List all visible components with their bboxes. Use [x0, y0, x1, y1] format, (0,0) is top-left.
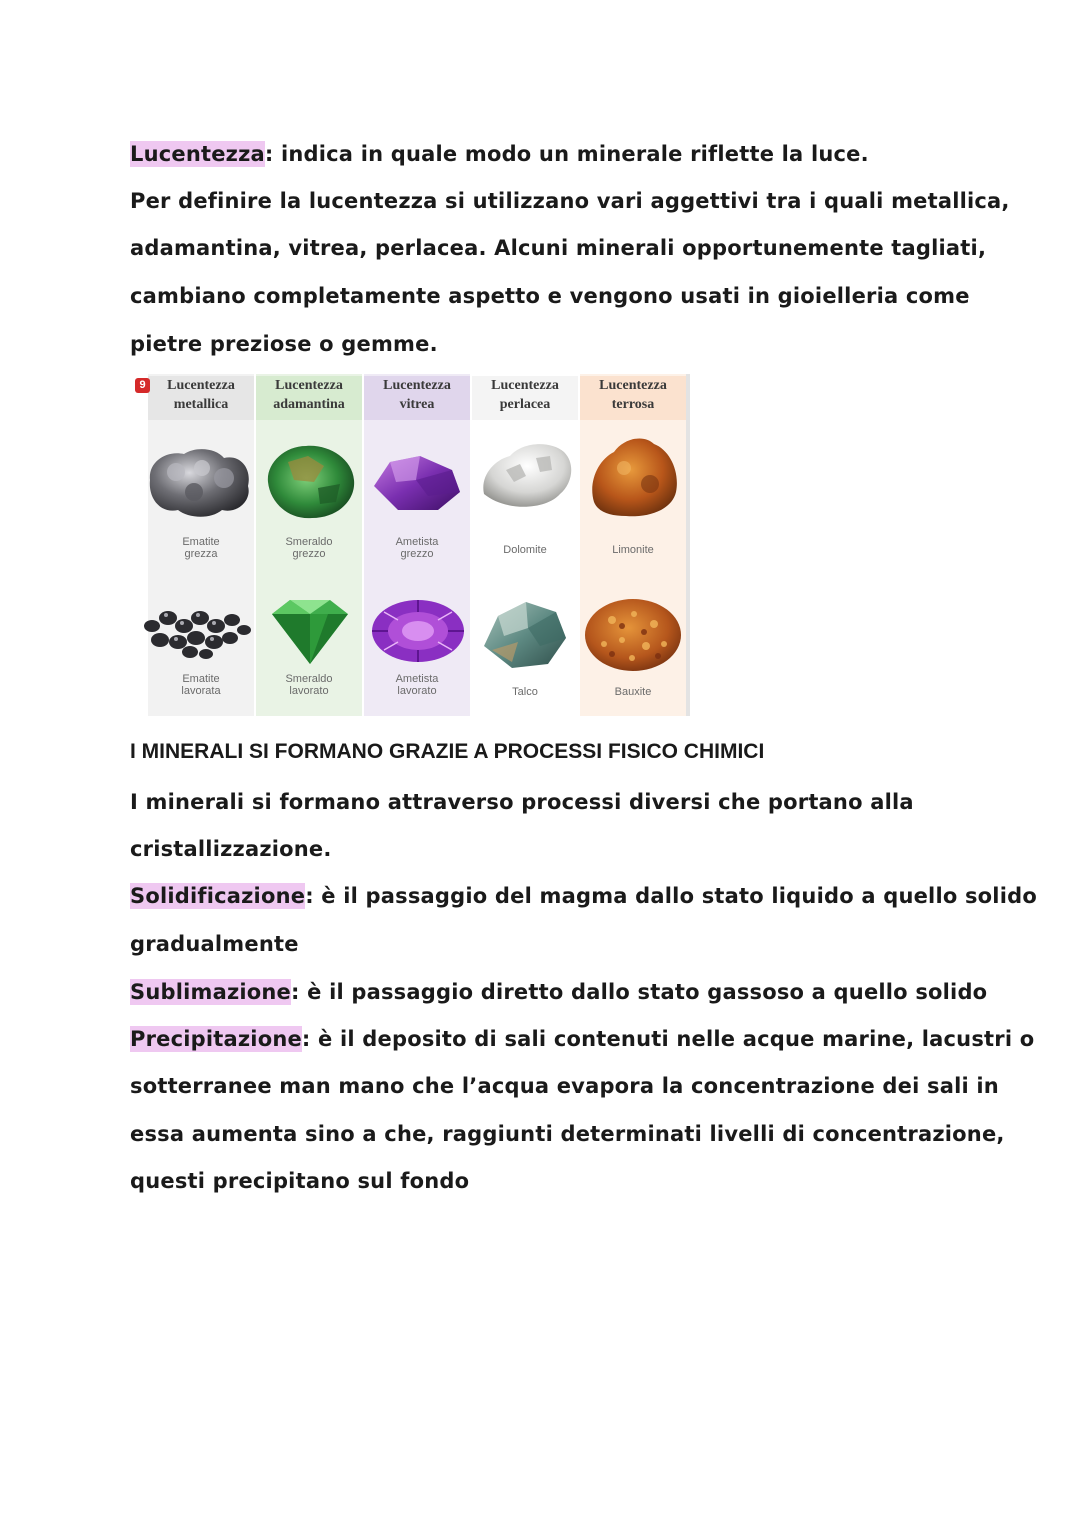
- amethyst-raw-image: [368, 452, 464, 514]
- solidificazione-definition: [130, 882, 1037, 910]
- paragraph-line: I minerali si formano attraverso processi diversi che portano alla: [130, 790, 914, 814]
- caption-line: Smeraldo: [285, 536, 333, 548]
- column-vitrea: [364, 374, 470, 716]
- limonite-image: [584, 432, 684, 520]
- figure-edge: [686, 374, 690, 716]
- caption-line: grezzo: [400, 548, 434, 560]
- lustre-figure: [130, 374, 690, 716]
- caption: [148, 673, 254, 697]
- term-solidificazione: Solidificazione: [130, 884, 306, 908]
- caption: [364, 536, 470, 560]
- caption-line: Ematite: [182, 536, 220, 548]
- column-title: Lucentezza: [599, 378, 667, 393]
- column-header: [256, 376, 362, 420]
- caption-line: grezza: [184, 548, 218, 560]
- caption-line: Ametista: [395, 673, 439, 685]
- column-metallica: [148, 374, 254, 716]
- amethyst-cut-image: [370, 598, 466, 664]
- section-heading: I MINERALI SI FORMANO GRAZIE A PROCESSI FISICO CHIMICI: [130, 740, 765, 763]
- caption-line: Smeraldo: [285, 673, 333, 685]
- emerald-cut-image: [268, 596, 352, 668]
- paragraph-line: pietre preziose o gemme.: [130, 332, 438, 356]
- paragraph-line: Per definire la lucentezza si utilizzano vari aggettivi tra i quali metallica,: [130, 189, 1010, 213]
- column-header: [472, 376, 578, 420]
- definition-text: : è il passaggio diretto dallo stato gassoso a quello solido: [291, 980, 988, 1004]
- caption-line: Dolomite: [503, 544, 547, 556]
- caption: [148, 536, 254, 560]
- caption: [580, 686, 686, 698]
- talc-image: [478, 598, 570, 672]
- column-adamantina: [256, 374, 362, 716]
- column-header: [580, 376, 686, 420]
- column-header: [148, 376, 254, 420]
- caption-line: Limonite: [612, 544, 654, 556]
- caption: [256, 673, 362, 697]
- column-title: Lucentezza: [383, 378, 451, 393]
- figure-number-badge: 9: [135, 378, 150, 393]
- paragraph-line: cristallizzazione.: [130, 837, 332, 861]
- caption: [472, 544, 578, 556]
- paragraph-line: sotterranee man mano che l’acqua evapora la concentrazione dei sali in: [130, 1074, 999, 1098]
- caption-line: Talco: [512, 686, 538, 698]
- hematite-worked-image: [134, 596, 258, 662]
- precipitazione-definition: [130, 1025, 1035, 1053]
- paragraph-line: essa aumenta sino a che, raggiunti determinati livelli di concentrazione,: [130, 1122, 1005, 1146]
- paragraph-line: questi precipitano sul fondo: [130, 1169, 470, 1193]
- lucentezza-definition: [130, 140, 960, 168]
- column-subtitle: adamantina: [273, 397, 345, 412]
- definition-text: : è il deposito di sali contenuti nelle acque marine, lacustri o: [301, 1027, 1035, 1051]
- caption-line: lavorata: [181, 685, 221, 697]
- caption: [256, 536, 362, 560]
- bauxite-image: [582, 596, 684, 674]
- paragraph-line: adamantina, vitrea, perlacea. Alcuni minerali opportunemente tagliati,: [130, 236, 987, 260]
- column-header: [364, 376, 470, 420]
- caption-line: Ematite: [182, 673, 220, 685]
- lucentezza-definition-text: : indica in quale modo un minerale riflette la luce.: [264, 142, 869, 166]
- dolomite-image: [476, 436, 576, 516]
- column-subtitle: terrosa: [611, 397, 655, 412]
- caption: [580, 544, 686, 556]
- caption-line: lavorato: [397, 685, 437, 697]
- sublimazione-definition: [130, 978, 988, 1006]
- column-title: Lucentezza: [275, 378, 343, 393]
- caption-line: Bauxite: [614, 686, 652, 698]
- caption-line: grezzo: [292, 548, 326, 560]
- paragraph-line: gradualmente: [130, 932, 299, 956]
- emerald-raw-image: [260, 436, 360, 524]
- column-terrosa: [580, 374, 686, 716]
- definition-text: : è il passaggio del magma dallo stato liquido a quello solido: [305, 884, 1037, 908]
- paragraph-line: cambiano completamente aspetto e vengono usati in gioielleria come: [130, 284, 970, 308]
- column-title: Lucentezza: [167, 378, 235, 393]
- caption: [472, 686, 578, 698]
- caption-line: lavorato: [289, 685, 329, 697]
- column-subtitle: metallica: [173, 397, 229, 412]
- column-subtitle: vitrea: [399, 397, 435, 412]
- caption: [364, 673, 470, 697]
- term-lucentezza: Lucentezza: [130, 142, 265, 166]
- hematite-raw-image: [144, 442, 256, 524]
- column-perlacea: [472, 374, 578, 716]
- term-precipitazione: Precipitazione: [130, 1027, 302, 1051]
- column-subtitle: perlacea: [499, 397, 551, 412]
- caption-line: Ametista: [395, 536, 439, 548]
- term-sublimazione: Sublimazione: [130, 980, 291, 1004]
- column-title: Lucentezza: [491, 378, 559, 393]
